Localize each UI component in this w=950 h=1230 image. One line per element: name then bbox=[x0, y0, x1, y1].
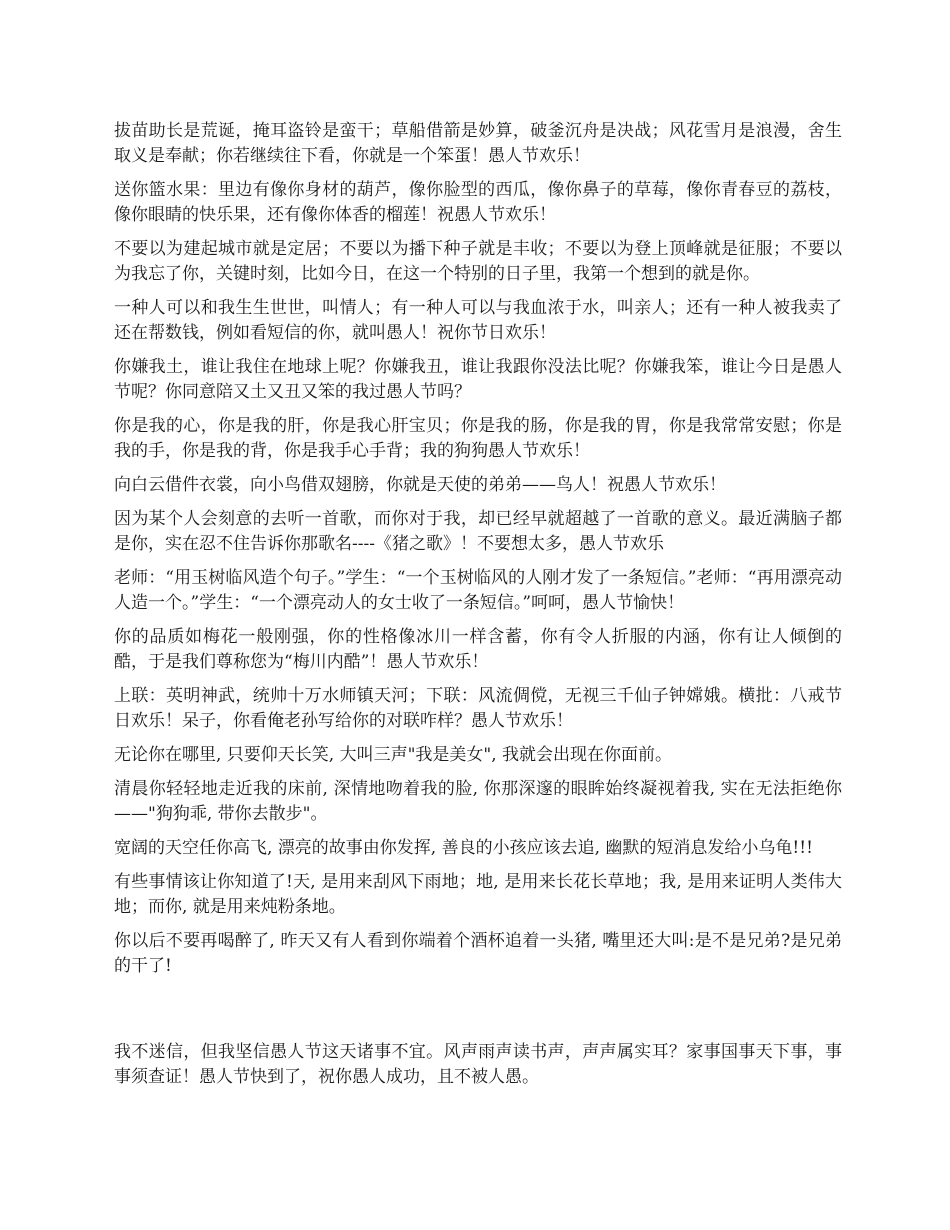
paragraph: 你以后不要再喝醉了, 昨天又有人看到你端着个酒杯追着一头猪, 嘴里还大叫:是不是兄弟?是兄弟的干了! bbox=[114, 931, 842, 976]
paragraph: 清晨你轻轻地走近我的床前, 深情地吻着我的脸, 你那深邃的眼眸始终凝视着我, 实在无法拒绝你——"狗狗乖, 带你去散步"。 bbox=[114, 779, 842, 824]
paragraph: 一种人可以和我生生世世，叫情人；有一种人可以与我血浓于水，叫亲人；还有一种人被我卖了还在帮数钱，例如看短信的你，就叫愚人！祝你节日欢乐！ bbox=[114, 298, 842, 343]
paragraph: 宽阔的天空任你高飞, 漂亮的故事由你发挥, 善良的小孩应该去追, 幽默的短消息发给小乌龟!!! bbox=[114, 838, 813, 858]
section-spacer bbox=[114, 988, 842, 1040]
paragraph: 有些事情该让你知道了!天, 是用来刮风下雨地；地, 是用来长花长草地；我, 是用来证明人类伟大地；而你, 就是用来炖粉条地。 bbox=[114, 872, 842, 917]
paragraph: 上联：英明神武，统帅十万水师镇天河；下联：风流倜傥，无视三千仙子钟嫦娥。横批：八戒节日欢乐！呆子，你看俺老孙写给你的对联咋样？愚人节欢乐！ bbox=[114, 686, 842, 731]
paragraph: 向白云借件衣裳，向小鸟借双翅膀，你就是天使的弟弟——鸟人！祝愚人节欢乐！ bbox=[114, 475, 726, 495]
paragraph: 送你篮水果：里边有像你身材的葫芦，像你脸型的西瓜，像你鼻子的草莓，像你青春豆的荔枝，像你眼睛的快乐果，还有像你体香的榴莲！祝愚人节欢乐！ bbox=[114, 180, 842, 225]
paragraph: 无论你在哪里, 只要仰天长笑, 大叫三声"我是美女", 我就会出现在你面前。 bbox=[114, 745, 673, 765]
paragraph: 你是我的心，你是我的肝，你是我心肝宝贝；你是我的肠，你是我的胃，你是我常常安慰；你是我的手，你是我的背，你是我手心手背；我的狗狗愚人节欢乐！ bbox=[114, 416, 842, 461]
document-body bbox=[114, 119, 842, 1099]
paragraph: 不要以为建起城市就是定居；不要以为播下种子就是丰收；不要以为登上顶峰就是征服；不要以为我忘了你，关键时刻，比如今日，在这一个特别的日子里，我第一个想到的就是你。 bbox=[114, 239, 842, 284]
paragraph: 拔苗助长是荒诞，掩耳盗铃是蛮干；草船借箭是妙算，破釜沉舟是决战；风花雪月是浪漫，舍生取义是奉献；你若继续往下看，你就是一个笨蛋！愚人节欢乐！ bbox=[114, 121, 842, 166]
paragraph: 因为某个人会刻意的去听一首歌，而你对于我，却已经早就超越了一首歌的意义。最近满脑子都是你，实在忍不住告诉你那歌名----《猪之歌》！不要想太多，愚人节欢乐 bbox=[114, 509, 842, 554]
paragraph: 你的品质如梅花一般刚强，你的性格像冰川一样含蓄，你有令人折服的内涵，你有让人倾倒的酷，于是我们尊称您为“梅川内酷”！愚人节欢乐！ bbox=[114, 627, 842, 672]
paragraph: 你嫌我土，谁让我住在地球上呢？你嫌我丑，谁让我跟你没法比呢？你嫌我笨，谁让今日是愚人节呢？你同意陪又土又丑又笨的我过愚人节吗？ bbox=[114, 357, 842, 402]
closing-paragraph: 我不迷信，但我坚信愚人节这天诸事不宜。风声雨声读书声，声声属实耳？家事国事天下事，事事须查证！愚人节快到了，祝你愚人成功，且不被人愚。 bbox=[114, 1042, 842, 1087]
paragraph: 老师：“用玉树临风造个句子。”学生：“一个玉树临风的人刚才发了一条短信。”老师：“再用漂亮动人造一个。”学生：“一个漂亮动人的女士收了一条短信。”呵呵，愚人节愉快！ bbox=[114, 568, 842, 613]
